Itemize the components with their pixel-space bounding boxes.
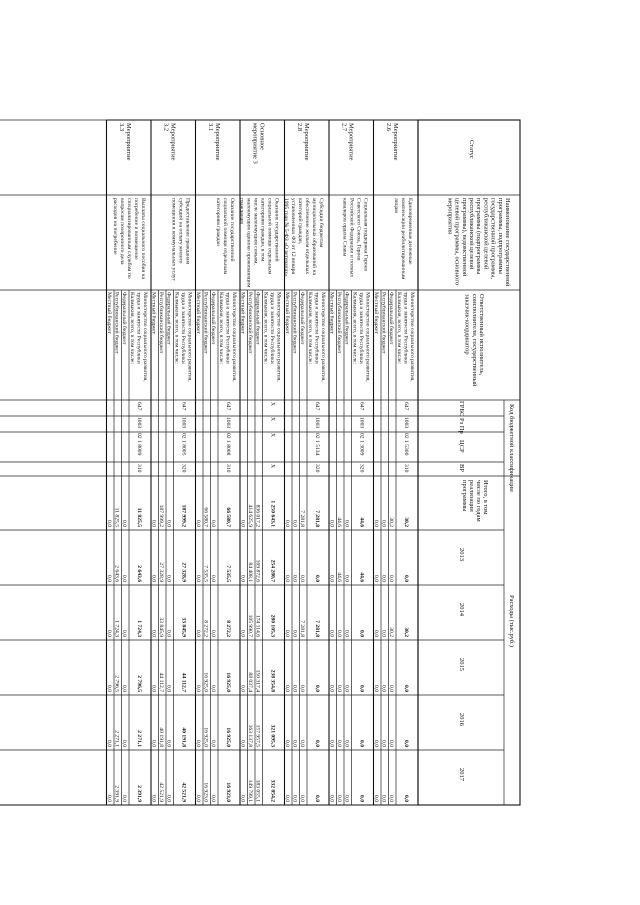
csr-code: 02 1 5300 (403, 433, 409, 456)
year-value-2014: 0,0 (380, 630, 387, 637)
total-value: 0,0 (195, 520, 202, 527)
year-value-2013: 0,0 (165, 575, 172, 582)
year-value-2014: 0,0 (291, 630, 298, 637)
year-value-2015: 150 317,4 (254, 669, 261, 692)
year-value-2016: 0,0 (165, 740, 172, 747)
year-value-2014: 0,0 (121, 630, 128, 637)
executor-source-6-3: Местный бюджет (106, 292, 113, 334)
row-status-6: Мероприятие3.3 (117, 123, 132, 161)
row-name-3: Оказание государственнойсоциальной помощи отдельнымкатегориям граждан, в томчисле малоимущим семьям,малоимущим одиноко проживающимгражданам (238, 198, 280, 288)
year-value-2017: 0,0 (106, 795, 113, 802)
year-value-2017: 16 923,0 (202, 782, 209, 802)
year-value-2017: 0,0 (195, 795, 202, 802)
year-value-2013: 0,0 (284, 575, 291, 582)
row-name-1: Социальная поддержка ГероевСоветского Союза, ГероевРоссийской Федерации и полныхкавалеров ордена Славы (341, 198, 369, 278)
csr-code: 02 1 3009 (358, 433, 365, 456)
year-value-2013: 0,0 (121, 575, 128, 582)
executor-source-4-1: Федеральный бюджет (210, 292, 217, 345)
executor-source-0-1: Федеральный бюджет (388, 292, 395, 345)
year-value-2014: 0,0 (195, 630, 202, 637)
executor-main-5: Министерство социального развития,труда и занятости РеспубликиКалмыкия, всего, в том числе: (173, 292, 193, 382)
header-rzpr: Рз Пр (458, 418, 465, 434)
header-year-2016: 2016 (458, 713, 465, 726)
year-value-2017: 0,0 (328, 795, 335, 802)
year-value-2016: 0,0 (150, 740, 157, 747)
budget-class-label: Код бюджетной классификации (508, 404, 515, 492)
executor-main-6: Министерство социального развития,труда и занятости РеспубликиКалмыкия, всего, в том числе: (129, 292, 148, 382)
year-value-2015: 16 925,0 (202, 672, 209, 692)
vr-code: 320 (180, 464, 187, 473)
vr-code: 320 (314, 464, 320, 473)
executor-source-6-1: Федеральный бюджет (121, 292, 128, 345)
grbs-code: 647 (403, 402, 409, 411)
year-value-2016: 40 191,8 (158, 727, 165, 747)
executor-source-1-2: Республиканский бюджет (336, 292, 343, 354)
year-value-2017: 0,0 (299, 795, 306, 802)
year-value-2016: 0,0 (328, 740, 335, 747)
year-value-2016: 0,0 (284, 740, 291, 747)
year-value-2015: 0,0 (195, 685, 202, 692)
year-value-2017: 0,0 (343, 795, 350, 802)
year-value-2016: 0,0 (380, 740, 387, 747)
year-value-2015: 0,0 (210, 685, 217, 692)
row-status-5: Мероприятие3.2 (162, 123, 177, 161)
year-value-2017: 0,0 (291, 795, 298, 802)
total-value: 0,0 (328, 520, 335, 527)
executor-source-2-2: Республиканский бюджет (291, 292, 298, 354)
year-value-2016: 16 925,0 (202, 727, 209, 747)
year-value-2015: 0,0 (403, 685, 409, 692)
year-value-2014: 1 724,3 (113, 620, 120, 637)
year-value-2014: 0,0 (328, 630, 335, 637)
year-value-2014: 0,0 (336, 630, 343, 637)
year-value-2015: 0,0 (314, 685, 320, 692)
year-value-2014: 0,0 (165, 630, 172, 637)
year-value-2014: 33 845,9 (180, 617, 187, 637)
executor-source-5-2: Республиканский бюджет (158, 292, 165, 354)
csr-code: 02 1 8009 (136, 433, 142, 456)
year-value-2013: 0,0 (210, 575, 217, 582)
year-value-2016: 2 271,1 (136, 730, 142, 747)
executor-main-4: Министерство социального развития,труда и занятости РеспубликиКалмыкия, всего, в том числе: (218, 292, 237, 382)
row-status-0: Мероприятие2.6 (384, 123, 399, 161)
year-value-2016: 0,0 (358, 740, 365, 747)
executor-source-2-3: Местный бюджет (284, 292, 291, 334)
vr-code: 310 (403, 464, 409, 473)
year-value-2016: 0,0 (210, 740, 217, 747)
csr-code: 02 1 5134 (314, 433, 320, 456)
header-total: Итого, в томчисле по годамреализациипрограммы (461, 480, 489, 522)
grbs-code: 647 (225, 402, 231, 411)
year-value-2015: 88 037,4 (247, 672, 254, 692)
row-status-4: Мероприятие3.1 (206, 123, 221, 161)
year-value-2014: 7 281,8 (299, 620, 306, 637)
total-value: 30,2 (403, 517, 409, 527)
row-name-5: Предоставление гражданамсубсидий на оплату жилогопомещения и коммунальных услуг (170, 198, 191, 281)
year-value-2013: 2 643,6 (113, 565, 120, 582)
year-value-2014: 8 272,2 (202, 620, 209, 637)
year-value-2013: 0,0 (299, 575, 306, 582)
year-value-2014: 174 114,6 (254, 614, 261, 637)
year-value-2015: 0,0 (291, 685, 298, 692)
row-name-6: Выплаты социального пособия напогребение и возмещениеспециализированным службам повопросам похоронного деларасходов на погребение (112, 198, 146, 279)
year-value-2013: 7 535,5 (202, 565, 209, 582)
year-value-2014: 105 990,7 (247, 614, 254, 637)
year-value-2016: 0,0 (239, 740, 246, 747)
year-value-2017: 2 391,9 (113, 785, 120, 802)
year-value-2013: 27 328,9 (180, 562, 187, 582)
year-value-2017: 149 799,1 (247, 779, 254, 802)
total-value: 44,6 (358, 517, 365, 527)
year-value-2017: 0,0 (150, 795, 157, 802)
year-value-2017: 16 923,0 (225, 782, 231, 802)
total-value: 7 281,8 (314, 510, 320, 527)
units-label: Расходы (тыс.руб.) (508, 595, 515, 647)
total-value: 30,2 (388, 517, 395, 527)
total-value: 0,0 (150, 520, 157, 527)
year-value-2017: 0,0 (358, 795, 365, 802)
year-value-2017: 0,0 (380, 795, 387, 802)
header-program-name: Наименование государственнойпрограммы, подпрограммыгосударственной программы,республиканской целевойпрограммы (подпрограммыреспубликанской целевойпрограммы), ведомственнойцелевой программы, основногомероприятия (446, 198, 511, 287)
total-value: 0,0 (121, 520, 128, 527)
year-value-2017: 42 521,9 (180, 782, 187, 802)
year-value-2014: 30,2 (403, 627, 409, 637)
year-value-2017: 2 391,9 (136, 785, 142, 802)
row-status-3: Основноемероприятие 3 (251, 123, 266, 164)
rzpr-code: 1003 (314, 417, 320, 429)
year-value-2016: 0,0 (403, 740, 409, 747)
year-value-2015: 0,0 (284, 685, 291, 692)
row-status-1: Мероприятие2.7 (340, 123, 355, 161)
year-value-2013: 0,0 (195, 575, 202, 582)
year-value-2014: 0,0 (358, 630, 365, 637)
rzpr-code: 1003 (358, 417, 365, 429)
year-value-2015: 0,0 (165, 685, 172, 692)
year-value-2017: 0,0 (210, 795, 217, 802)
rzpr-code: 1003 (180, 417, 187, 429)
executor-source-5-3: Местный бюджет (150, 292, 157, 334)
year-value-2017: 0,0 (388, 795, 395, 802)
header-year-2015: 2015 (458, 658, 465, 671)
year-value-2015: 0,0 (336, 685, 343, 692)
year-value-2016: 0,0 (388, 740, 395, 747)
year-value-2016: 163 137,8 (247, 724, 254, 747)
year-value-2013: 0,0 (239, 575, 246, 582)
year-value-2016: 16 925,0 (225, 727, 231, 747)
header-vr: ВР (458, 464, 465, 472)
header-status: Статус (468, 140, 475, 159)
header-csr: ЦСР (458, 440, 465, 453)
rzpr-code: X (269, 417, 276, 422)
header-year-2014: 2014 (458, 603, 465, 616)
executor-source-2-1: Федеральный бюджет (299, 292, 306, 345)
year-value-2013: 44,6 (358, 572, 365, 582)
executor-source-5-1: Федеральный бюджет (165, 292, 172, 345)
year-value-2015: 0,0 (373, 685, 380, 692)
csr-code: X (269, 433, 276, 438)
year-value-2016: 0,0 (195, 740, 202, 747)
year-value-2014: 8 272,2 (225, 620, 231, 637)
vr-code: 320 (358, 464, 365, 473)
year-value-2013: 0,0 (291, 575, 298, 582)
year-value-2017: 0,0 (284, 795, 291, 802)
grbs-code: 647 (136, 402, 142, 411)
executor-source-6-2: Республиканский бюджет (113, 292, 120, 354)
executor-main-3: Министерство социального развития,труда и занятости РеспубликиКалмыкия, всего, в том числе: (262, 292, 282, 382)
executor-source-0-2: Республиканский бюджет (380, 292, 387, 354)
year-value-2014: 0,0 (150, 630, 157, 637)
year-value-2015: 0,0 (299, 685, 306, 692)
year-value-2014: 0,0 (373, 630, 380, 637)
year-value-2014: 0,0 (210, 630, 217, 637)
year-value-2013: 84 408,1 (247, 562, 254, 582)
vr-code: 310 (136, 464, 142, 473)
total-value: 187 999,2 (180, 504, 187, 527)
total-value: 0,0 (239, 520, 246, 527)
year-value-2013: 254 280,7 (269, 559, 276, 582)
year-value-2013: 0,0 (150, 575, 157, 582)
year-value-2013: 2 643,6 (136, 565, 142, 582)
year-value-2017: 0,0 (403, 795, 409, 802)
header-year-2017: 2017 (458, 768, 465, 781)
grbs-code: 647 (358, 402, 365, 411)
year-value-2016: 0,0 (299, 740, 306, 747)
row-name-2: Субсидии бюджетаммуниципальных образований наобеспечение жильем отдельныхкатегорий граждан,установленных ФЗ от 12 января1995 года № 5-ФЗ «О ветеранах» (283, 198, 324, 277)
grbs-code: 647 (180, 402, 187, 411)
year-value-2013: 27 328,9 (158, 562, 165, 582)
year-value-2017: 0,0 (121, 795, 128, 802)
year-value-2015: 2 796,5 (136, 675, 142, 692)
csr-code: 02 1 8005 (180, 433, 187, 456)
total-value: 66 580,7 (225, 507, 231, 527)
header-executor: Ответственный исполнитель,соисполнители, государственныйзаказчик-координатор (463, 294, 485, 387)
year-value-2015: 0,0 (388, 685, 395, 692)
year-value-2014: 0,0 (284, 630, 291, 637)
rzpr-code: 1003 (136, 417, 142, 429)
year-value-2014: 1 724,3 (136, 620, 142, 637)
year-value-2014: 0,0 (239, 630, 246, 637)
total-value: 0,0 (343, 520, 350, 527)
year-value-2013: 0,0 (403, 575, 409, 582)
year-value-2017: 332 854,2 (269, 779, 276, 802)
year-value-2015: 0,0 (106, 685, 113, 692)
year-value-2016: 40 191,8 (180, 727, 187, 747)
rzpr-code: 1003 (403, 417, 409, 429)
total-value: 0,0 (380, 520, 387, 527)
year-value-2015: 0,0 (239, 685, 246, 692)
year-value-2017: 183 055,1 (254, 779, 261, 802)
year-value-2014: 0,0 (106, 630, 113, 637)
executor-source-4-3: Местный бюджет (195, 292, 202, 334)
row-name-0: Единовременные денежныекомпенсации реабилитированнымлицам (393, 198, 413, 280)
total-value: 44,6 (336, 517, 343, 527)
year-value-2014: 0,0 (343, 630, 350, 637)
year-value-2015: 0,0 (121, 685, 128, 692)
year-value-2016: 0,0 (121, 740, 128, 747)
year-value-2017: 0,0 (373, 795, 380, 802)
year-value-2013: 0,0 (328, 575, 335, 582)
total-value: 414 625,9 (247, 504, 254, 527)
year-value-2017: 0,0 (336, 795, 343, 802)
executor-source-3-3: Местный бюджет (239, 292, 246, 334)
executor-main-2: Министерство социального развития,труда и занятости РеспубликиКалмыкия, всего, в том числе: (307, 292, 326, 382)
year-value-2013: 0,0 (106, 575, 113, 582)
year-value-2015: 0,0 (328, 685, 335, 692)
total-value: 187 999,2 (158, 504, 165, 527)
header-grbs: ГРБС (458, 401, 465, 417)
year-value-2013: 44,6 (336, 572, 343, 582)
total-value: 0,0 (291, 520, 298, 527)
executor-source-3-2: Республиканский бюджет (247, 292, 254, 354)
header-year-2013: 2013 (458, 548, 465, 561)
executor-source-1-1: Федеральный бюджет (343, 292, 350, 345)
year-value-2016: 0,0 (343, 740, 350, 747)
total-value: 836 017,2 (254, 504, 261, 527)
executor-source-0-3: Местный бюджет (373, 292, 380, 334)
year-value-2015: 238 354,8 (269, 669, 276, 692)
year-value-2015: 0,0 (358, 685, 365, 692)
total-value: 0,0 (284, 520, 291, 527)
year-value-2016: 321 095,3 (269, 724, 276, 747)
year-value-2016: 0,0 (314, 740, 320, 747)
year-value-2015: 0,0 (380, 685, 387, 692)
total-value: 0,0 (106, 520, 113, 527)
csr-code: 02 1 8008 (225, 433, 231, 456)
year-value-2013: 7 535,5 (225, 565, 231, 582)
total-value: 11 825,5 (113, 507, 120, 527)
total-value: 1 250 643,1 (269, 500, 276, 527)
total-value: 66 580,7 (202, 507, 209, 527)
row-status-2: Мероприятие2.8 (295, 123, 310, 161)
year-value-2014: 30,2 (388, 627, 395, 637)
year-value-2017: 42 521,9 (158, 782, 165, 802)
year-value-2016: 0,0 (336, 740, 343, 747)
year-value-2016: 2 271,1 (113, 730, 120, 747)
year-value-2016: 0,0 (373, 740, 380, 747)
year-value-2016: 0,0 (106, 740, 113, 747)
year-value-2015: 2 796,5 (113, 675, 120, 692)
year-value-2017: 0,0 (239, 795, 246, 802)
grbs-code: 647 (314, 402, 320, 411)
total-value: 0,0 (373, 520, 380, 527)
executor-source-1-3: Местный бюджет (328, 292, 335, 334)
executor-main-0: Министерство социального развития,труда и занятости РеспубликиКалмыкия, всего, в том числе: (396, 292, 415, 382)
year-value-2013: 0,0 (314, 575, 320, 582)
year-value-2014: 33 845,9 (158, 617, 165, 637)
year-value-2015: 16 925,0 (225, 672, 231, 692)
year-value-2016: 0,0 (291, 740, 298, 747)
executor-main-1: Министерство социального развития,труда и занятости РеспубликиКалмыкия, всего, в том числе: (351, 292, 371, 382)
year-value-2013: 0,0 (373, 575, 380, 582)
year-value-2017: 0,0 (165, 795, 172, 802)
year-value-2013: 0,0 (343, 575, 350, 582)
year-value-2014: 280 105,3 (269, 614, 276, 637)
year-value-2016: 157 957,5 (254, 724, 261, 747)
year-value-2015: 44 112,7 (158, 672, 165, 692)
vr-code: X (269, 464, 276, 469)
grbs-code: X (269, 402, 276, 407)
year-value-2015: 0,0 (343, 685, 350, 692)
year-value-2015: 0,0 (150, 685, 157, 692)
total-value: 0,0 (165, 520, 172, 527)
year-value-2013: 169 872,6 (254, 559, 261, 582)
executor-source-3-1: Федеральный бюджет (254, 292, 261, 345)
total-value: 7 281,8 (299, 510, 306, 527)
total-value: 0,0 (210, 520, 217, 527)
year-value-2013: 0,0 (380, 575, 387, 582)
rzpr-code: 1003 (225, 417, 231, 429)
year-value-2017: 0,0 (314, 795, 320, 802)
vr-code: 310 (225, 464, 231, 473)
year-value-2015: 44 112,7 (180, 672, 187, 692)
row-name-4: Оказание государственнойсоциальной помощи отдельнымкатегориям граждан (215, 198, 235, 275)
year-value-2013: 0,0 (388, 575, 395, 582)
total-value: 11 825,5 (136, 507, 142, 527)
executor-source-4-2: Республиканский бюджет (202, 292, 209, 354)
year-value-2014: 7 281,8 (314, 620, 320, 637)
